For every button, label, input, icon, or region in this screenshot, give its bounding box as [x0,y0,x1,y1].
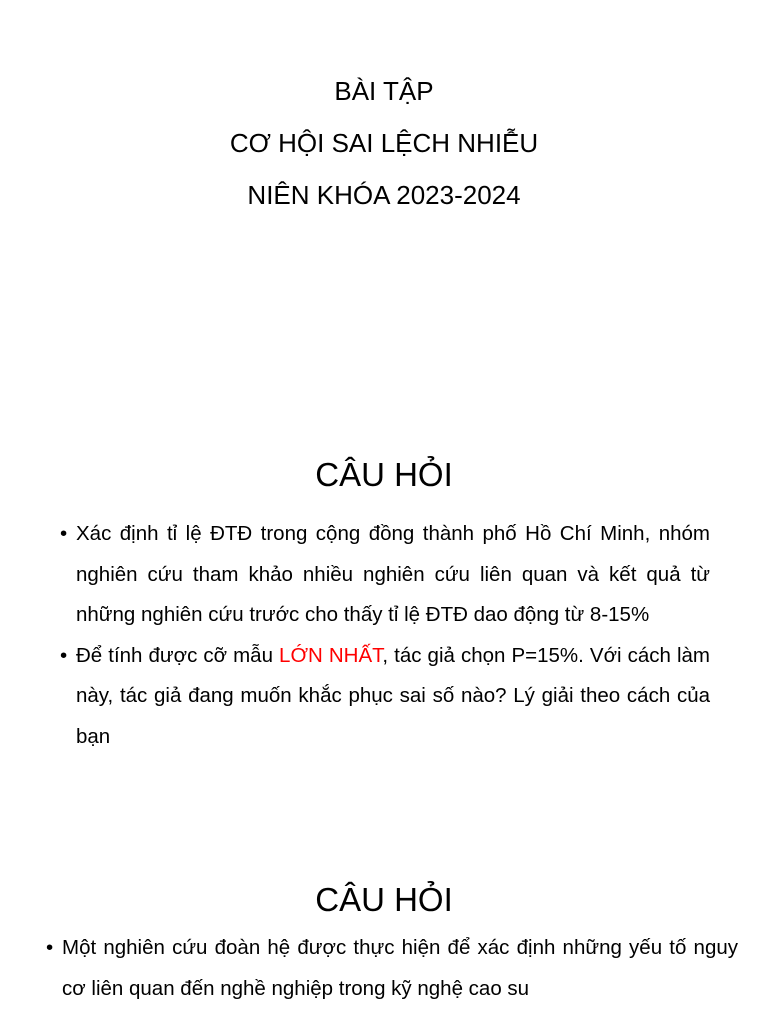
title-line-2: CƠ HỘI SAI LỆCH NHIỄU [229,128,539,158]
question-2-bullet-1 [46,928,738,1009]
question-2-bullet-1-text: Một nghiên cứu đoàn hệ được thực hiện để xác định những yếu tố nguy cơ liên quan đến nghề nghiệp trong kỹ nghệ cao su [62,936,738,1000]
question-2-heading: CÂU HỎI [315,881,453,918]
bullet-dot-icon: • [60,522,68,545]
question-1-bullet-1 [60,514,710,636]
question-1-bullet-2-highlight: LỚN NHẤT [279,643,383,667]
bullet-dot-icon: • [60,643,68,667]
title-line-3: NIÊN KHÓA 2023-2024 [247,180,521,210]
bullet-dot-icon: • [46,936,54,959]
question-1-bullet-2 [60,636,710,758]
question-1-bullet-1-text: Xác định tỉ lệ ĐTĐ trong cộng đồng thành phố Hồ Chí Minh, nhóm nghiên cứu tham khảo nhiều nghiên cứu liên quan và kết quả từ những nghiên cứu trước cho thấy tỉ lệ ĐTĐ dao động từ 8-15% [76,522,710,626]
title-line-1: BÀI TẬP [334,76,434,106]
question-1-bullet-2-text-after: , tác giả chọn P=15%. Với cách làm này, tác giả đang muốn khắc phục sai số nào? Lý giải theo cách của bạn [76,643,710,748]
question-1-heading: CÂU HỎI [315,456,453,493]
title-slide [0,0,768,300]
question-1-bullet-2-text-before: Để tính được cỡ mẫu [76,643,280,667]
question-1-bullets [60,514,710,757]
question-2-bullets [46,928,738,1009]
